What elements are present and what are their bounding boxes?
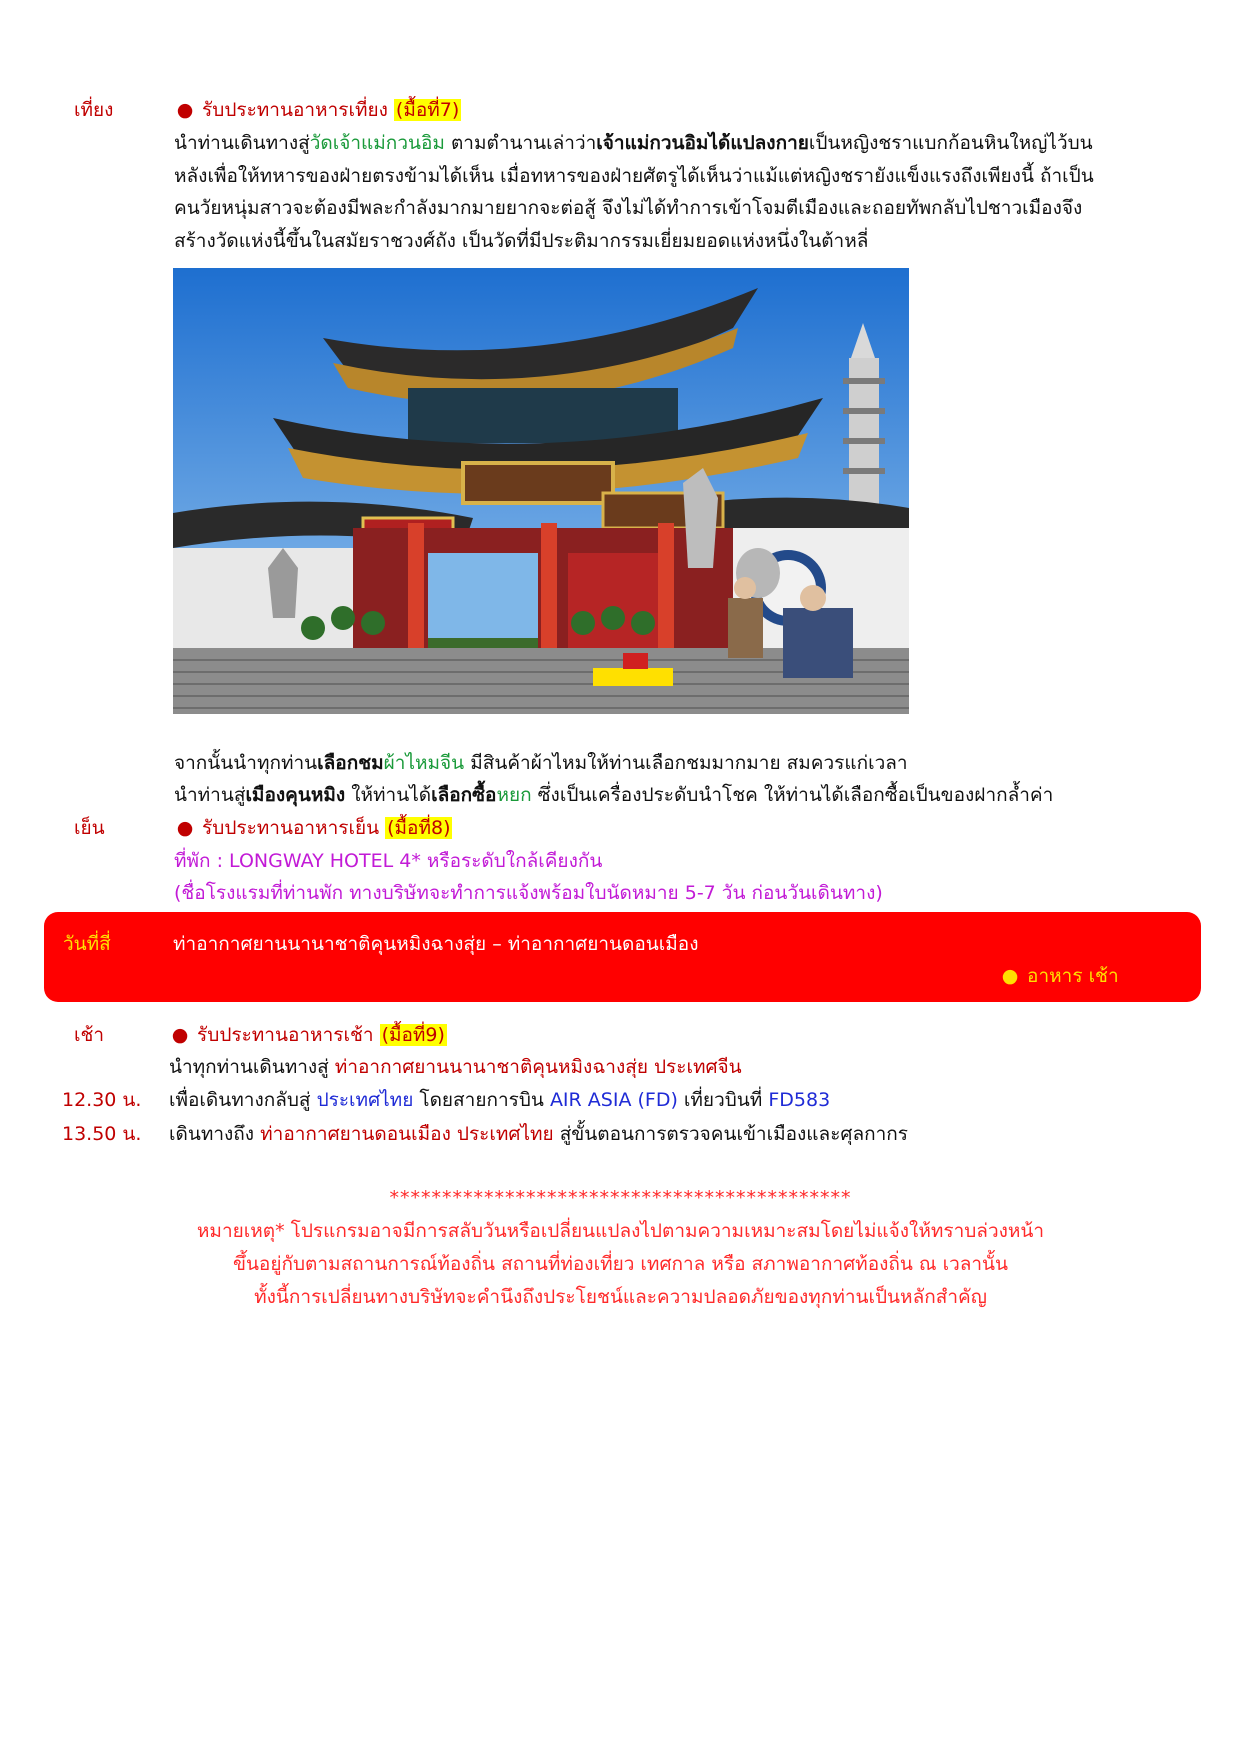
lunch-time-label: เที่ยง <box>74 99 114 121</box>
breakfast-meal-text: รับประทานอาหารเช้า <box>197 1024 374 1046</box>
legend-highlight: เจ้าแม่กวนอิมได้แปลงกาย <box>596 132 809 154</box>
day-route: ท่าอากาศยานนานาชาติคุนหมิงฉางสุ่ย – ท่าอากาศยานดอนเมือง <box>173 933 699 955</box>
dinner-meal-number: (มื้อที่8) <box>387 817 451 839</box>
text-segment-bold: เลือกชม <box>317 752 384 774</box>
breakfast-time-label: เช้า <box>74 1024 105 1046</box>
city-name: เมืองคุนหมิง <box>245 784 346 806</box>
breakfast-line <box>169 1051 742 1083</box>
lunch-meal-number: (มื้อที่7) <box>395 99 460 121</box>
plate-cutlery-icon: ● <box>176 99 194 121</box>
breakfast-meal-number: (มื้อที่9) <box>381 1024 445 1046</box>
hotel-note: (ชื่อโรงแรมที่ท่านพัก ทางบริษัทจะทำการแจ้งพร้อมใบนัดหมาย 5-7 วัน ก่อนวันเดินทาง) <box>174 882 883 904</box>
text-segment: โดยสายการบิน <box>413 1089 550 1111</box>
plate-cutlery-icon: ● <box>1001 965 1019 987</box>
text-segment: จากนั้นนำทุกท่าน <box>174 752 318 774</box>
flight-time-2: 13.50 น. <box>62 1123 142 1145</box>
note-divider-stars: ******************************************** <box>389 1187 852 1209</box>
text-segment: เป็นหญิงชราแบกก้อนหินใหญ่ไว้บน <box>808 132 1093 154</box>
lunch-paragraph-line-3: คนวัยหนุ่มสาวจะต้องมีพละกำลังมากมายยากจะต่อสู้ จึงไม่ได้ทำการเข้าโจมตีเมืองและถอยทัพกลับไปชาวเมืองจึง <box>174 197 1083 219</box>
text-segment: มีสินค้าผ้าไหมให้ท่านเลือกชมมากมาย สมควรแก่เวลา <box>464 752 908 774</box>
text-segment: ให้ท่านได้ <box>345 784 432 806</box>
text-segment: นำท่านสู่ <box>174 784 246 806</box>
note-line-1: หมายเหตุ* โปรแกรมอาจมีการสลับวันหรือเปลี่ยนแปลงไปตามความเหมาะสมโดยไม่แจ้งให้ทราบล่วงหน้า <box>196 1220 1045 1242</box>
temple-name: วัดเจ้าแม่กวนอิม <box>309 132 445 154</box>
airline-name: AIR ASIA (FD) <box>549 1089 678 1111</box>
breakfast-meal-line <box>169 1019 447 1051</box>
dinner-meal-line <box>174 812 452 844</box>
flight-time-1: 12.30 น. <box>62 1089 142 1111</box>
lunch-paragraph-line-2: หลังเพื่อให้ทหารของฝ่ายตรงข้ามได้เห็น เมื่อทหารของฝ่ายศัตรูได้เห็นว่าแม้แต่หญิงชรายังแข็งแรงถึงเพียงนี้ ถ้าเป็น <box>174 165 1094 187</box>
shopping-line-1 <box>174 747 908 779</box>
flight-line-1 <box>169 1084 830 1116</box>
plate-cutlery-icon: ● <box>171 1024 189 1046</box>
note-line-3: ทั้งนี้การเปลี่ยนทางบริษัทจะคำนึงถึงประโยชน์และความปลอดภัยของทุกท่านเป็นหลักสำคัญ <box>254 1286 987 1308</box>
lunch-paragraph-line-1 <box>174 127 1093 159</box>
text-segment: เพื่อเดินทางกลับสู่ <box>169 1089 317 1111</box>
silk-highlight: ผ้าไหมจีน <box>383 752 465 774</box>
shopping-line-2 <box>174 779 1053 811</box>
day-meals-text: อาหาร เช้า <box>1027 965 1119 987</box>
day-label: วันที่สี่ <box>63 933 111 955</box>
plate-cutlery-icon: ● <box>176 817 194 839</box>
text-segment: สู่ขั้นตอนการตรวจคนเข้าเมืองและศุลกากร <box>553 1123 908 1145</box>
day-meals <box>999 961 1119 991</box>
flight-line-2 <box>169 1118 908 1150</box>
day-four-band <box>44 912 1201 1002</box>
text-segment: ซึ่งเป็นเครื่องประดับนำโชค ให้ท่านได้เลือกซื้อเป็นของฝากล้ำค่า <box>531 784 1054 806</box>
dinner-time-label: เย็น <box>74 817 105 839</box>
lunch-paragraph-line-4: สร้างวัดแห่งนี้ขึ้นในสมัยราชวงศ์ถัง เป็นวัดที่มีประติมากรรมเยี่ยมยอดแห่งหนึ่งในต้าหลี่ <box>174 230 869 252</box>
flight-number: FD583 <box>768 1089 831 1111</box>
country-name: ประเทศไทย <box>316 1089 414 1111</box>
text-segment: นำทุกท่านเดินทางสู่ <box>169 1056 335 1078</box>
arrival-airport: ท่าอากาศยานดอนเมือง ประเทศไทย <box>260 1123 554 1145</box>
text-segment: เดินทางถึง <box>169 1123 261 1145</box>
lunch-meal-text: รับประทานอาหารเที่ยง <box>202 99 388 121</box>
text-segment: เที่ยวบินที่ <box>677 1089 769 1111</box>
temple-gate-photo <box>173 268 909 714</box>
airport-name: ท่าอากาศยานนานาชาติคุนหมิงฉางสุ่ย ประเทศจีน <box>334 1056 742 1078</box>
note-line-2: ขึ้นอยู่กับตามสถานการณ์ท้องถิ่น สถานที่ท่องเที่ยว เทศกาล หรือ สภาพอากาศท้องถิ่น ณ เวลานั้น <box>232 1253 1009 1275</box>
text-segment: ตามตำนานเล่าว่า <box>444 132 597 154</box>
dinner-meal-text: รับประทานอาหารเย็น <box>202 817 380 839</box>
text-segment-bold: เลือกซื้อ <box>431 784 497 806</box>
jade-highlight: หยก <box>496 784 532 806</box>
text-segment: นำท่านเดินทางสู่ <box>174 132 310 154</box>
hotel-line: ที่พัก : LONGWAY HOTEL 4* หรือระดับใกล้เคียงกัน <box>174 850 603 872</box>
lunch-meal-line <box>174 94 461 126</box>
